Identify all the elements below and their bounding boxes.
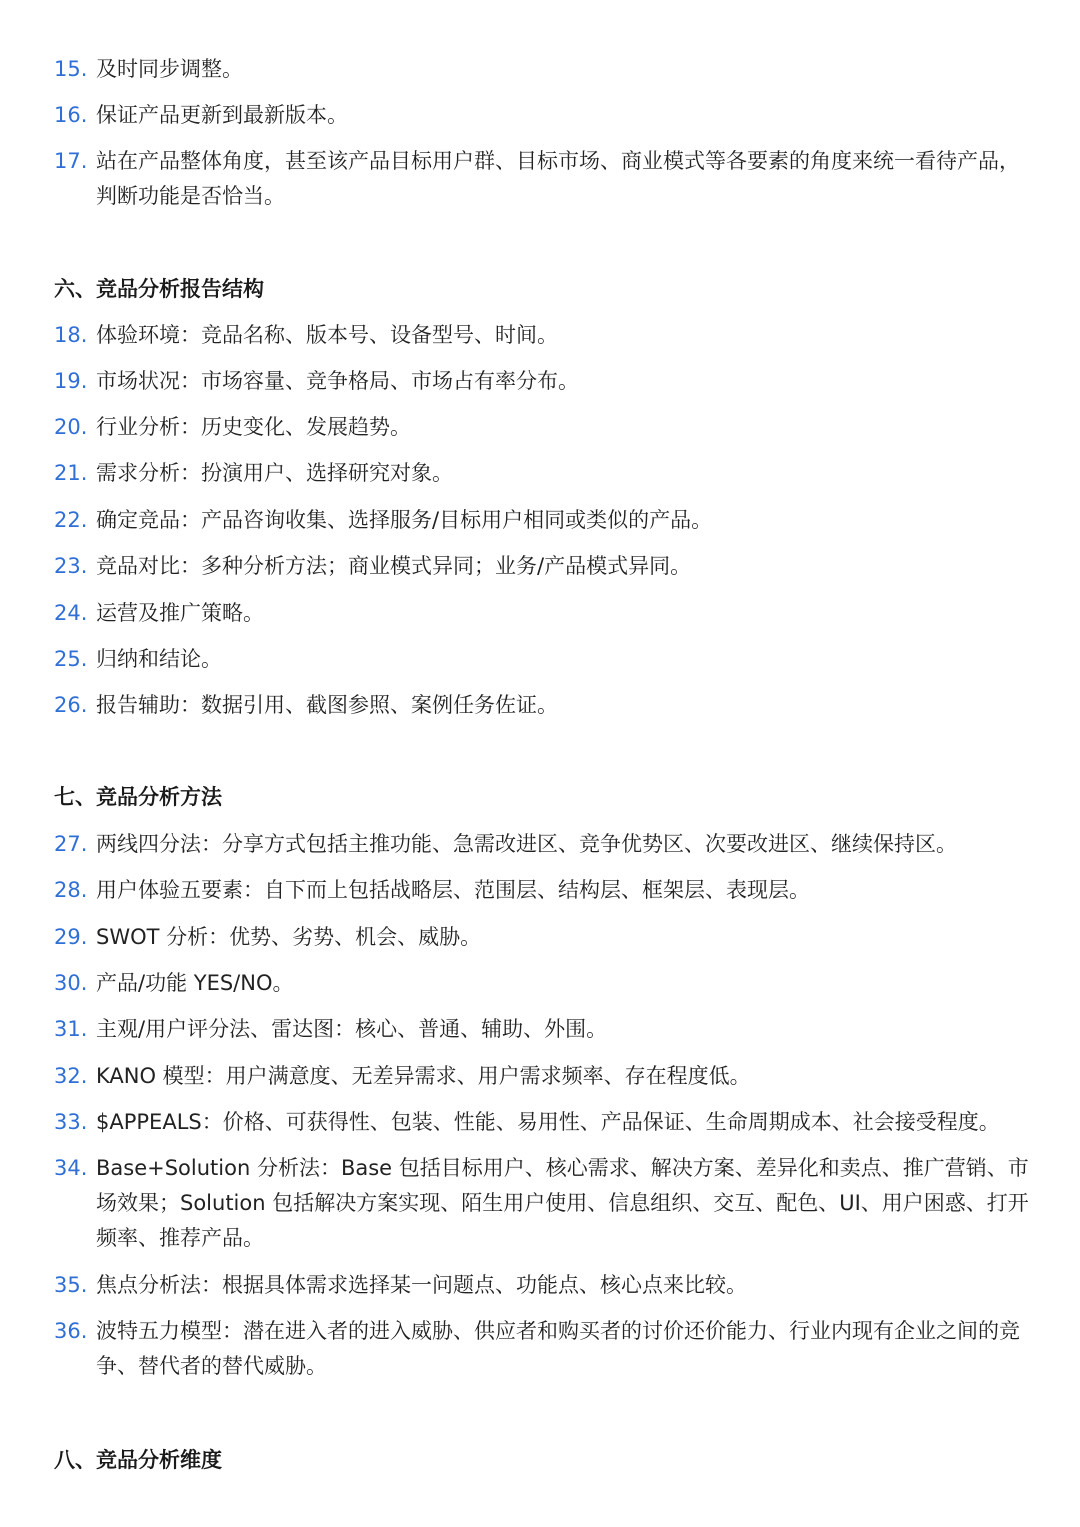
- list-text: 保证产品更新到最新版本。: [96, 103, 348, 127]
- section-heading: 六、竞品分析报告结构: [54, 277, 264, 301]
- list-text: 报告辅助：数据引用、截图参照、案例任务佐证。: [96, 693, 558, 717]
- list-number: 30.: [54, 971, 88, 995]
- list-item: [54, 1059, 1034, 1094]
- list-number: 21.: [54, 461, 88, 485]
- list-number: 34.: [54, 1156, 88, 1180]
- list-item: [54, 966, 1034, 1001]
- list-item: [54, 1105, 1034, 1140]
- list-item: [54, 1012, 1034, 1047]
- list-item: [54, 920, 1034, 955]
- list-text: 及时同步调整。: [96, 57, 243, 81]
- list-text: 波特五力模型：潜在进入者的进入威胁、供应者和购买者的讨价还价能力、行业内现有企业之间的竞争、替代者的替代威胁。: [96, 1319, 1020, 1378]
- list-number: 29.: [54, 925, 88, 949]
- list-text: SWOT 分析：优势、劣势、机会、威胁。: [96, 925, 482, 949]
- list-item: [54, 1151, 1034, 1256]
- list-item: [54, 364, 1034, 399]
- list-item: [54, 98, 1034, 133]
- list-item: [54, 1314, 1034, 1384]
- list-number: 16.: [54, 103, 88, 127]
- list-number: 17.: [54, 149, 88, 173]
- list-item: [54, 642, 1034, 677]
- list-text: KANO 模型：用户满意度、无差异需求、用户需求频率、存在程度低。: [96, 1064, 751, 1088]
- list-number: 36.: [54, 1319, 88, 1343]
- list-number: 24.: [54, 601, 88, 625]
- list-text: Base+Solution 分析法：Base 包括目标用户、核心需求、解决方案、差异化和卖点、推广营销、市场效果；Solution 包括解决方案实现、陌生用户使用、信息组织、交互、配色、UI、用户困惑、打开频率、推荐产品。: [96, 1156, 1029, 1250]
- list-text: 运营及推广策略。: [96, 601, 264, 625]
- list-number: 25.: [54, 647, 88, 671]
- list-text: 产品/功能 YES/NO。: [96, 971, 294, 995]
- list-item: [54, 827, 1034, 862]
- list-text: 确定竞品：产品咨询收集、选择服务/目标用户相同或类似的产品。: [96, 508, 713, 532]
- list-item: [54, 549, 1034, 584]
- list-item: [54, 52, 1034, 87]
- list-item: [54, 688, 1034, 723]
- list-text: 竞品对比：多种分析方法；商业模式异同；业务/产品模式异同。: [96, 554, 692, 578]
- list-item: [54, 318, 1034, 353]
- list-text: 用户体验五要素：自下而上包括战略层、范围层、结构层、框架层、表现层。: [96, 878, 810, 902]
- list-item: [54, 873, 1034, 908]
- list-item: [54, 144, 1034, 214]
- list-text: $APPEALS：价格、可获得性、包装、性能、易用性、产品保证、生命周期成本、社会接受程度。: [96, 1110, 1000, 1134]
- section-heading: 七、竞品分析方法: [54, 785, 222, 809]
- list-text: 两线四分法：分享方式包括主推功能、急需改进区、竞争优势区、次要改进区、继续保持区。: [96, 832, 957, 856]
- list-number: 18.: [54, 323, 88, 347]
- list-number: 22.: [54, 508, 88, 532]
- list-number: 35.: [54, 1273, 88, 1297]
- list-text: 行业分析：历史变化、发展趋势。: [96, 415, 411, 439]
- list-number: 26.: [54, 693, 88, 717]
- list-text: 市场状况：市场容量、竞争格局、市场占有率分布。: [96, 369, 579, 393]
- list-number: 20.: [54, 415, 88, 439]
- list-text: 主观/用户评分法、雷达图：核心、普通、辅助、外围。: [96, 1017, 608, 1041]
- list-number: 31.: [54, 1017, 88, 1041]
- list-text: 需求分析：扮演用户、选择研究对象。: [96, 461, 453, 485]
- list-number: 15.: [54, 57, 88, 81]
- list-item: [54, 1268, 1034, 1303]
- list-number: 28.: [54, 878, 88, 902]
- list-item: [54, 503, 1034, 538]
- list-number: 23.: [54, 554, 88, 578]
- section-heading: 八、竞品分析维度: [54, 1448, 222, 1472]
- list-text: 站在产品整体角度，甚至该产品目标用户群、目标市场、商业模式等各要素的角度来统一看待产品，判断功能是否恰当。: [96, 149, 1020, 208]
- list-number: 19.: [54, 369, 88, 393]
- list-item: [54, 596, 1034, 631]
- list-item: [54, 456, 1034, 491]
- list-number: 32.: [54, 1064, 88, 1088]
- list-number: 33.: [54, 1110, 88, 1134]
- list-text: 体验环境：竞品名称、版本号、设备型号、时间。: [96, 323, 558, 347]
- list-text: 归纳和结论。: [96, 647, 222, 671]
- list-text: 焦点分析法：根据具体需求选择某一问题点、功能点、核心点来比较。: [96, 1273, 747, 1297]
- list-number: 27.: [54, 832, 88, 856]
- list-item: [54, 410, 1034, 445]
